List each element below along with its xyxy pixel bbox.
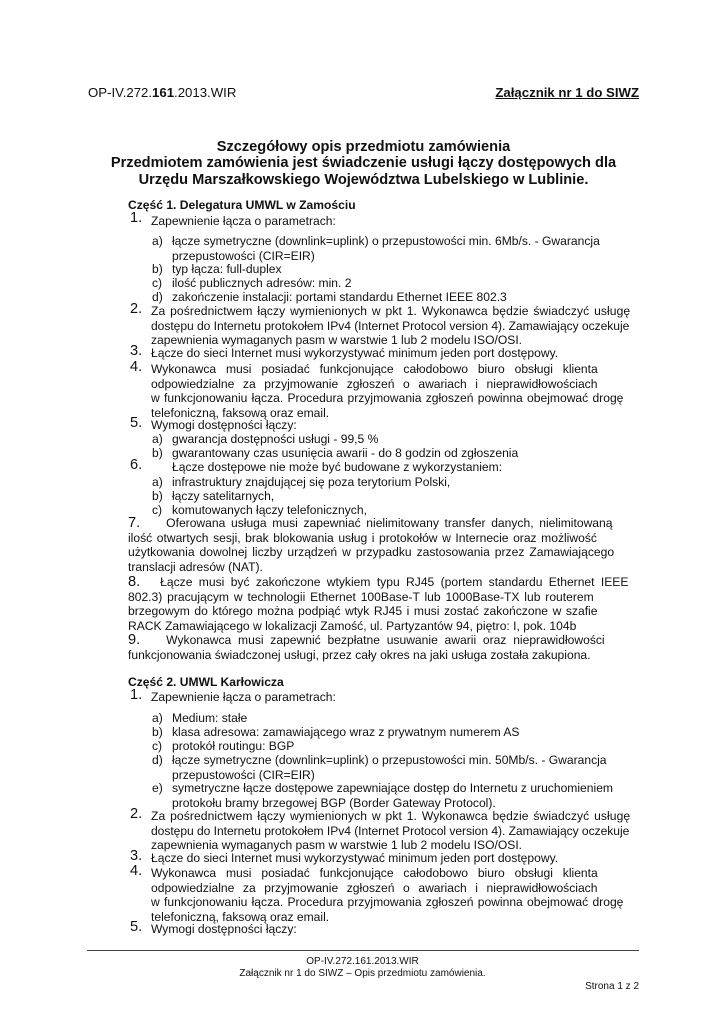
- paragraph-line: brzegowym do którego można podpiąć wtyk RJ45 i musi zostać zakończone w szafie: [128, 604, 598, 618]
- title-subline-1: Przedmiotem zamówienia jest świadczenie usługi łączy dostępowych dla: [110, 155, 617, 171]
- sub-item-line: przepustowości (CIR=EIR): [172, 248, 315, 263]
- paragraph-line: odpowiedzialne za przyjmowanie zgłoszeń o awariach i nieprawidłowościach: [151, 880, 598, 895]
- sub-item-text: klasa adresowa: zamawiającego wraz z prywatnym numerem AS: [172, 725, 520, 739]
- footer-caption: Załącznik nr 1 do SIWZ – Opis przedmiotu zamówienia.: [239, 968, 486, 979]
- list-item-text: [151, 362, 641, 420]
- list-number: 9.: [128, 632, 141, 648]
- sub-item-letter: a): [152, 475, 163, 489]
- sub-item-letter: a): [152, 234, 163, 248]
- list-item-text: Wymogi dostępności łączy:: [151, 922, 297, 936]
- paragraph-line: telefoniczną, faksową oraz email.: [151, 909, 330, 924]
- title-subline-2: Urzędu Marszałkowskiego Województwa Lubelskiego w Lublinie.: [138, 172, 589, 188]
- sub-item-text: typ łącza: full-duplex: [172, 262, 282, 276]
- sub-item-text: Medium: stałe: [172, 711, 248, 725]
- list-number: 1.: [130, 687, 143, 703]
- paragraph-line: translacji adresów (NAT).: [128, 559, 263, 574]
- sub-item-letter: b): [152, 262, 163, 276]
- paragraph-line: Wykonawca musi posiadać funkcjonujące całodobowo biuro obsługi klienta: [151, 362, 598, 376]
- section-heading-part1: Część 1. Delegatura UMWL w Zamościu: [128, 198, 356, 212]
- list-number: 5.: [130, 415, 143, 431]
- list-number: 6.: [130, 457, 143, 473]
- sub-item-letter: c): [152, 739, 163, 753]
- paragraph-line: użytkowania dowolnej liczby urządzeń w przypadku zastosowania przez Zamawiającego: [128, 545, 615, 559]
- sub-item-line: symetryczne łącze dostępowe zapewniające dostęp do Internetu z uruchomieniem: [172, 781, 613, 795]
- sub-item-letter: b): [152, 446, 163, 460]
- list-item-text: Łącze do sieci Internet musi wykorzystywać minimum jeden port dostępowy.: [151, 851, 559, 865]
- paragraph-line: Za pośrednictwem łączy wymienionych w pkt 1. Wykonawca będzie świadczyć usługę: [151, 809, 631, 823]
- list-number: 3.: [130, 343, 143, 359]
- list-item-text: Łącze dostępowe nie może być budowane z wykorzystaniem:: [172, 460, 503, 474]
- sub-item-letter: c): [152, 276, 163, 290]
- sub-item-letter: a): [152, 711, 163, 725]
- list-number: 2.: [130, 806, 143, 822]
- list-item-text: [151, 809, 641, 853]
- footer-reference: OP-IV.272.161.2013.WIR: [306, 956, 419, 967]
- sub-item-text: protokół routingu: BGP: [172, 739, 295, 753]
- paragraph-line: w funkcjonowaniu łącza. Procedura przyjmowania zgłoszeń powinna obejmować drogę: [151, 391, 624, 405]
- list-number: 4.: [130, 359, 143, 375]
- sub-item-line: łącze symetryczne (downlink=uplink) o przepustowości min. 50Mb/s. - Gwarancja: [172, 753, 607, 767]
- footer-divider: [87, 950, 639, 951]
- sub-item-letter: c): [152, 503, 163, 517]
- sub-item-text: [172, 781, 642, 810]
- list-number: 5.: [130, 919, 143, 935]
- sub-item-text: [172, 234, 642, 263]
- sub-item-line: protokołu bramy brzegowej BGP (Border Gateway Protocol).: [172, 795, 496, 810]
- list-item-text: Łącze do sieci Internet musi wykorzystywać minimum jeden port dostępowy.: [151, 346, 559, 360]
- paragraph-line: dostępu do Internetu protokołem IPv4 (Internet Protocol version 4). Zamawiający oczekuje: [151, 823, 630, 838]
- list-item-text: Wymogi dostępności łączy:: [151, 418, 297, 432]
- sub-item-text: [172, 753, 642, 782]
- sub-item-letter: b): [152, 725, 163, 739]
- paragraph: [128, 575, 640, 633]
- list-number: 2.: [130, 301, 143, 317]
- sub-item-text: gwarantowany czas usunięcia awarii - do 8 godzin od zgłoszenia: [172, 446, 519, 460]
- list-item-text: [151, 304, 641, 348]
- page-title: Szczegółowy opis przedmiotu zamówienia: [216, 139, 511, 155]
- sub-item-line: przepustowości (CIR=EIR): [172, 767, 315, 782]
- paragraph-line: Łącze musi być zakończone wtykiem typu RJ45 (portem standardu Ethernet IEEE: [160, 575, 629, 589]
- paragraph: [128, 633, 640, 662]
- sub-item-line: łącze symetryczne (downlink=uplink) o przepustowości min. 6Mb/s. - Gwarancja: [172, 234, 600, 248]
- paragraph-line: odpowiedzialne za przyjmowanie zgłoszeń o awariach i nieprawidłowościach: [151, 376, 598, 391]
- list-item-text: Zapewnienie łącza o parametrach:: [151, 690, 336, 704]
- paragraph-line: dostępu do Internetu protokołem IPv4 (Internet Protocol version 4). Zamawiający oczekuje: [151, 318, 630, 333]
- paragraph-line: w funkcjonowaniu łącza. Procedura przyjmowania zgłoszeń powinna obejmować drogę: [151, 895, 624, 909]
- list-number: 1.: [130, 210, 143, 226]
- paragraph-line: telefoniczną, faksową oraz email.: [151, 405, 330, 420]
- sub-item-letter: b): [152, 489, 163, 503]
- paragraph-line: Wykonawca musi zapewnić bezpłatne usuwanie awarii oraz nieprawidłowości: [166, 633, 605, 647]
- paragraph-line: zapewnienia wymaganych pasm w warstwie 1 lub 2 modelu ISO/OSI.: [151, 333, 523, 347]
- sub-item-letter: d): [152, 290, 163, 304]
- list-number: 8.: [128, 574, 141, 590]
- paragraph-line: Za pośrednictwem łączy wymienionych w pkt 1. Wykonawca będzie świadczyć usługę: [151, 304, 631, 318]
- paragraph-line: RACK Zamawiającego w lokalizacji Zamość, ul. Partyzantów 94, piętro: I, pok. 104b: [128, 618, 577, 633]
- sub-item-text: komutowanych łączy telefonicznych,: [172, 503, 367, 517]
- list-number: 7.: [128, 515, 141, 531]
- sub-item-text: infrastruktury znajdującej się poza terytorium Polski,: [172, 475, 451, 489]
- reference-number: OP-IV.272.161.2013.WIR: [88, 85, 237, 100]
- paragraph-line: Oferowana usługa musi zapewniać nielimitowany transfer danych, nielimitowaną: [166, 516, 613, 530]
- sub-item-letter: e): [152, 781, 163, 795]
- paragraph-line: Wykonawca musi posiadać funkcjonujące całodobowo biuro obsługi klienta: [151, 866, 598, 880]
- list-item-text: Zapewnienie łącza o parametrach:: [151, 214, 336, 228]
- paragraph-line: 802.3) pracującym w technologii Ethernet 100Base-T lub 1000Base-TX lub routerem: [128, 589, 594, 604]
- paragraph-line: zapewnienia wymaganych pasm w warstwie 1 lub 2 modelu ISO/OSI.: [151, 838, 523, 852]
- sub-item-letter: d): [152, 753, 163, 767]
- list-number: 4.: [130, 863, 143, 879]
- paragraph-line: funkcjonowania świadczonej usługi, przez cały okres na jaki usługa została zakupiona.: [128, 647, 591, 662]
- page-number: Strona 1 z 2: [585, 981, 639, 992]
- section-heading-part2: Część 2. UMWL Karłowicza: [128, 675, 284, 689]
- sub-item-letter: a): [152, 432, 163, 446]
- sub-item-text: gwarancja dostępności usługi - 99,5 %: [172, 432, 379, 446]
- paragraph-line: ilość otwartych sesji, brak blokowania usług i protokołów w Internecie oraz możliwość: [128, 530, 597, 545]
- list-number: 3.: [130, 848, 143, 864]
- sub-item-text: zakończenie instalacji: portami standardu Ethernet IEEE 802.3: [172, 290, 507, 304]
- paragraph: [128, 516, 640, 574]
- sub-item-text: ilość publicznych adresów: min. 2: [172, 276, 352, 290]
- sub-item-text: łączy satelitarnych,: [172, 489, 275, 503]
- attachment-label: Załącznik nr 1 do SIWZ: [495, 85, 639, 100]
- list-item-text: [151, 866, 641, 924]
